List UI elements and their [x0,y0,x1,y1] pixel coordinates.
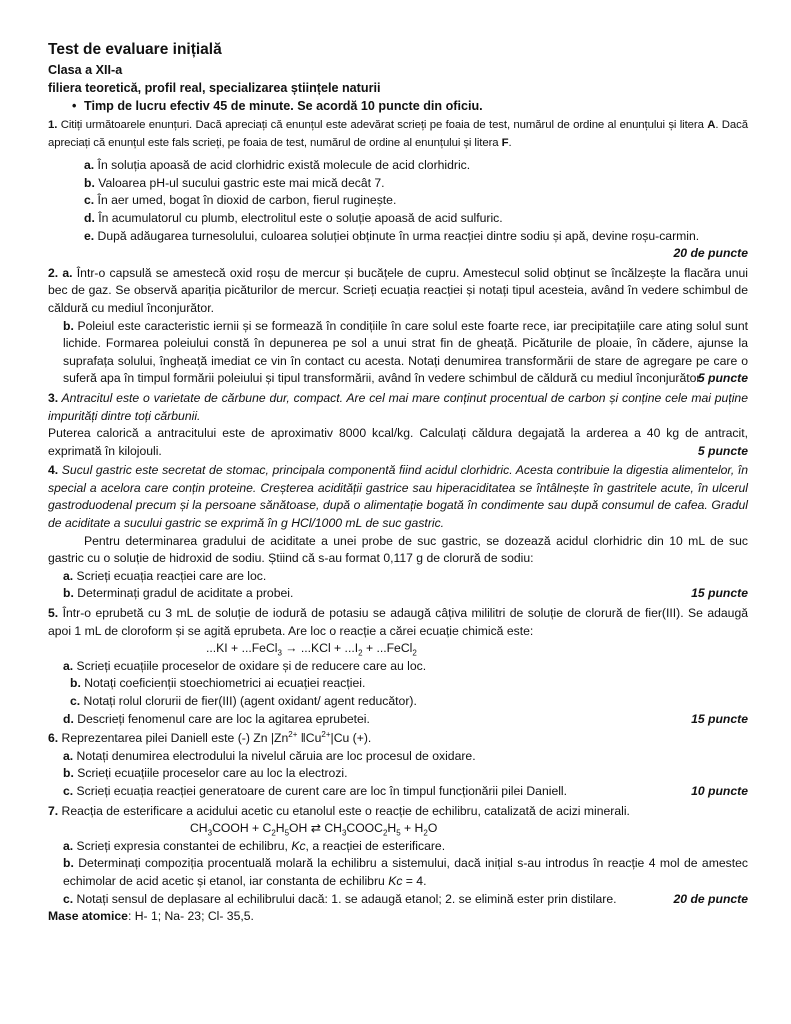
test-page [48,40,748,926]
question-1-item: c. În aer umed, bogat în dioxid de carbon, fierul ruginește. [84,193,397,208]
question-4-item: a. Scrieți ecuația reacției care are loc. [63,568,267,583]
question-7-item: b. Determinați compoziția procentuală molară la echilibru a sistemului, dacă inițial s-au introdus în reacție 4 mol de amestec echimolar de acid acetic și etanol, iar constanta de echilibru Kc = 4. [63,856,748,888]
page-title: Test de evaluare inițială [48,41,222,58]
question-1-item: b. Valoarea pH-ul sucului gastric este mai mică decât 7. [84,175,385,190]
question-5-text: 5. Într-o eprubetă cu 3 mL de soluție de iodură de potasiu se adaugă câțiva mililitri de soluție de clorură de fier(III). Se adaugă apoi 1 mL de cloroform și se agită eprubeta. Are loc o reacție a cărei ecuație chimică este: [48,606,748,638]
question-2a: 2. a. Într-o capsulă se amestecă oxid roșu de mercur și bucățele de cupru. Amestecul solid obținut se încălzește la flacăra unui bec de gaz. Se observă apariția picăturilor de mercur. Scrieți ecuația reacției și notați tipul acesteia, având în vedere schimbul de căldură cu mediul înconjurător. [48,265,748,315]
bullet-icon: • [72,99,77,113]
question-5-points: 15 puncte [691,711,748,726]
time-note: • Timp de lucru efectiv 45 de minute. Se acordă 10 puncte din oficiu. [72,99,483,113]
question-1-item: e. După adăugarea turnesolului, culoarea soluției obținute în urma reacției dintre sodiu și apă, devine roșu-carmin. [84,228,700,243]
question-4-points: 15 puncte [691,586,748,601]
question-3-points: 5 puncte [697,443,748,458]
question-3-text: Puterea calorică a antracitului este de aproximativ 8000 kcal/kg. Calculați căldura degajată la arderea a 40 kg de antracit, exprimată în kilojouli. [48,426,748,458]
question-7-item: a. Scrieți expresia constantei de echilibru, Kc, a reacției de esterificare. [63,838,446,853]
equilibrium-arrow-icon: ⇄ [310,821,321,836]
question-4-item: b. Determinați gradul de aciditate a probei. [63,586,294,601]
question-1-item: a. În soluția apoasă de acid clorhidric există molecule de acid clorhidric. [84,158,471,173]
question-6-item: c. Scrieți ecuația reacției generatoare de curent care are loc în timpul funcționării pilei Daniell. [63,783,568,798]
question-7-text: 7. Reacția de esterificare a acidului acetic cu etanolul este o reacție de echilibru, catalizată de acizi minerali. [48,803,630,818]
question-6-item: a. Notați denumirea electrodului la nivelul căruia are loc procesul de oxidare. [63,748,476,763]
question-5-item: b. Notați coeficienții stoechiometrici ai ecuației reacției. [70,676,366,691]
question-6-text: 6. Reprezentarea pilei Daniell este (-) Zn $|Zn^{2+}$ $‖Cu^{2+}|Cu$ (+). [48,730,372,746]
class-label: Clasa a XII-a [48,63,123,77]
question-5-item: a. Scrieți ecuațiile proceselor de oxidare și de reducere care au loc. [63,658,427,673]
question-4-context: 4. Sucul gastric este secretat de stomac, principala componentă fiind acidul clorhidric. Acesta contribuie la digestia alimentelor, în special a acelora care conțin proteine. Creșterea acidității gastrice sau hiperaciditatea se întâlnește în gastritele acute, în ulcerul gastroduodenal precum și la persoane sănătoase, după o alimentație bogată în condimente sau după consumul de cafea. Gradul de aciditate a sucului gastric se exprimă în g HCl/1000 mL de suc gastric. [48,463,748,531]
question-7-points: 20 de puncte [673,891,748,906]
question-1-points: 20 de puncte [673,246,748,261]
question-5-equation: ...KI + ...FeCl$_3$ → $...KCl + ...I_2$ + ...FeCl$_2$ [206,641,417,658]
question-7-equation: $CH_3COOH + C_2H_5OH$ ⇄ $CH_3COOC_2H_5 + H_2O$ [190,821,438,838]
question-5-item: d. Descrieți fenomenul care are loc la agitarea eprubetei. [63,711,370,726]
question-6-item: b. Scrieți ecuațiile proceselor care au loc la electrozi. [63,766,348,781]
atomic-masses: Mase atomice: H- 1; Na- 23; Cl- 35,5. [48,909,254,924]
question-1-item: d. În acumulatorul cu plumb, electrolitul este o soluție apoasă de acid sulfuric. [84,210,503,225]
question-7-item: c. Notați sensul de deplasare al echilibrului dacă: 1. se adaugă etanol; 2. se elimină ester prin distilare. [63,891,617,906]
question-5-item: c. Notați rolul clorurii de fier(III) (agent oxidant/ agent reducător). [70,694,417,708]
profile-label: filiera teoretică, profil real, specializarea științele naturii [48,81,381,95]
question-1-intro: 1. Citiți următoarele enunțuri. Dacă apreciați că enunțul este adevărat scrieți pe foaia de test, numărul de ordine al enunțului și litera A. Dacă apreciați că enunțul este fals scrieți, pe foaia de test, numărul de ordine al enunțului și litera F. [48,119,748,149]
question-4-text: Pentru determinarea gradului de aciditate a unei probe de suc gastric, se dozează acidul clorhidric din 10 mL de suc gastric cu o soluție de hidroxid de sodiu. Știind că s-au format 0,117 g de clorură de sodiu: [48,533,748,566]
question-2-points: 5 puncte [697,371,748,386]
question-3-context: 3. Antracitul este o varietate de cărbune dur, compact. Are cel mai mare conținut procentual de carbon și conține cele mai puține impurități dintre toți cărbunii. [48,390,748,423]
question-2b: b. Poleiul este caracteristic iernii și se formează în condițiile în care solul este foarte rece, iar precipitațiile care ating solul sunt lichide. Formarea poleiului constă în depunerea pe sol a unui strat fin de gheață. Picăturile de ploaie, în cădere, ajunse la suprafața solului, îngheață imediat ce vin în contact cu acesta. Notați denumirea transformării de stare de agregare pe care o suferă apa în timpul formării poleiului și tipul transformării, având în vedere schimbul de căldură cu mediul înconjurător. [63,318,748,386]
question-6-points: 10 puncte [691,783,748,798]
